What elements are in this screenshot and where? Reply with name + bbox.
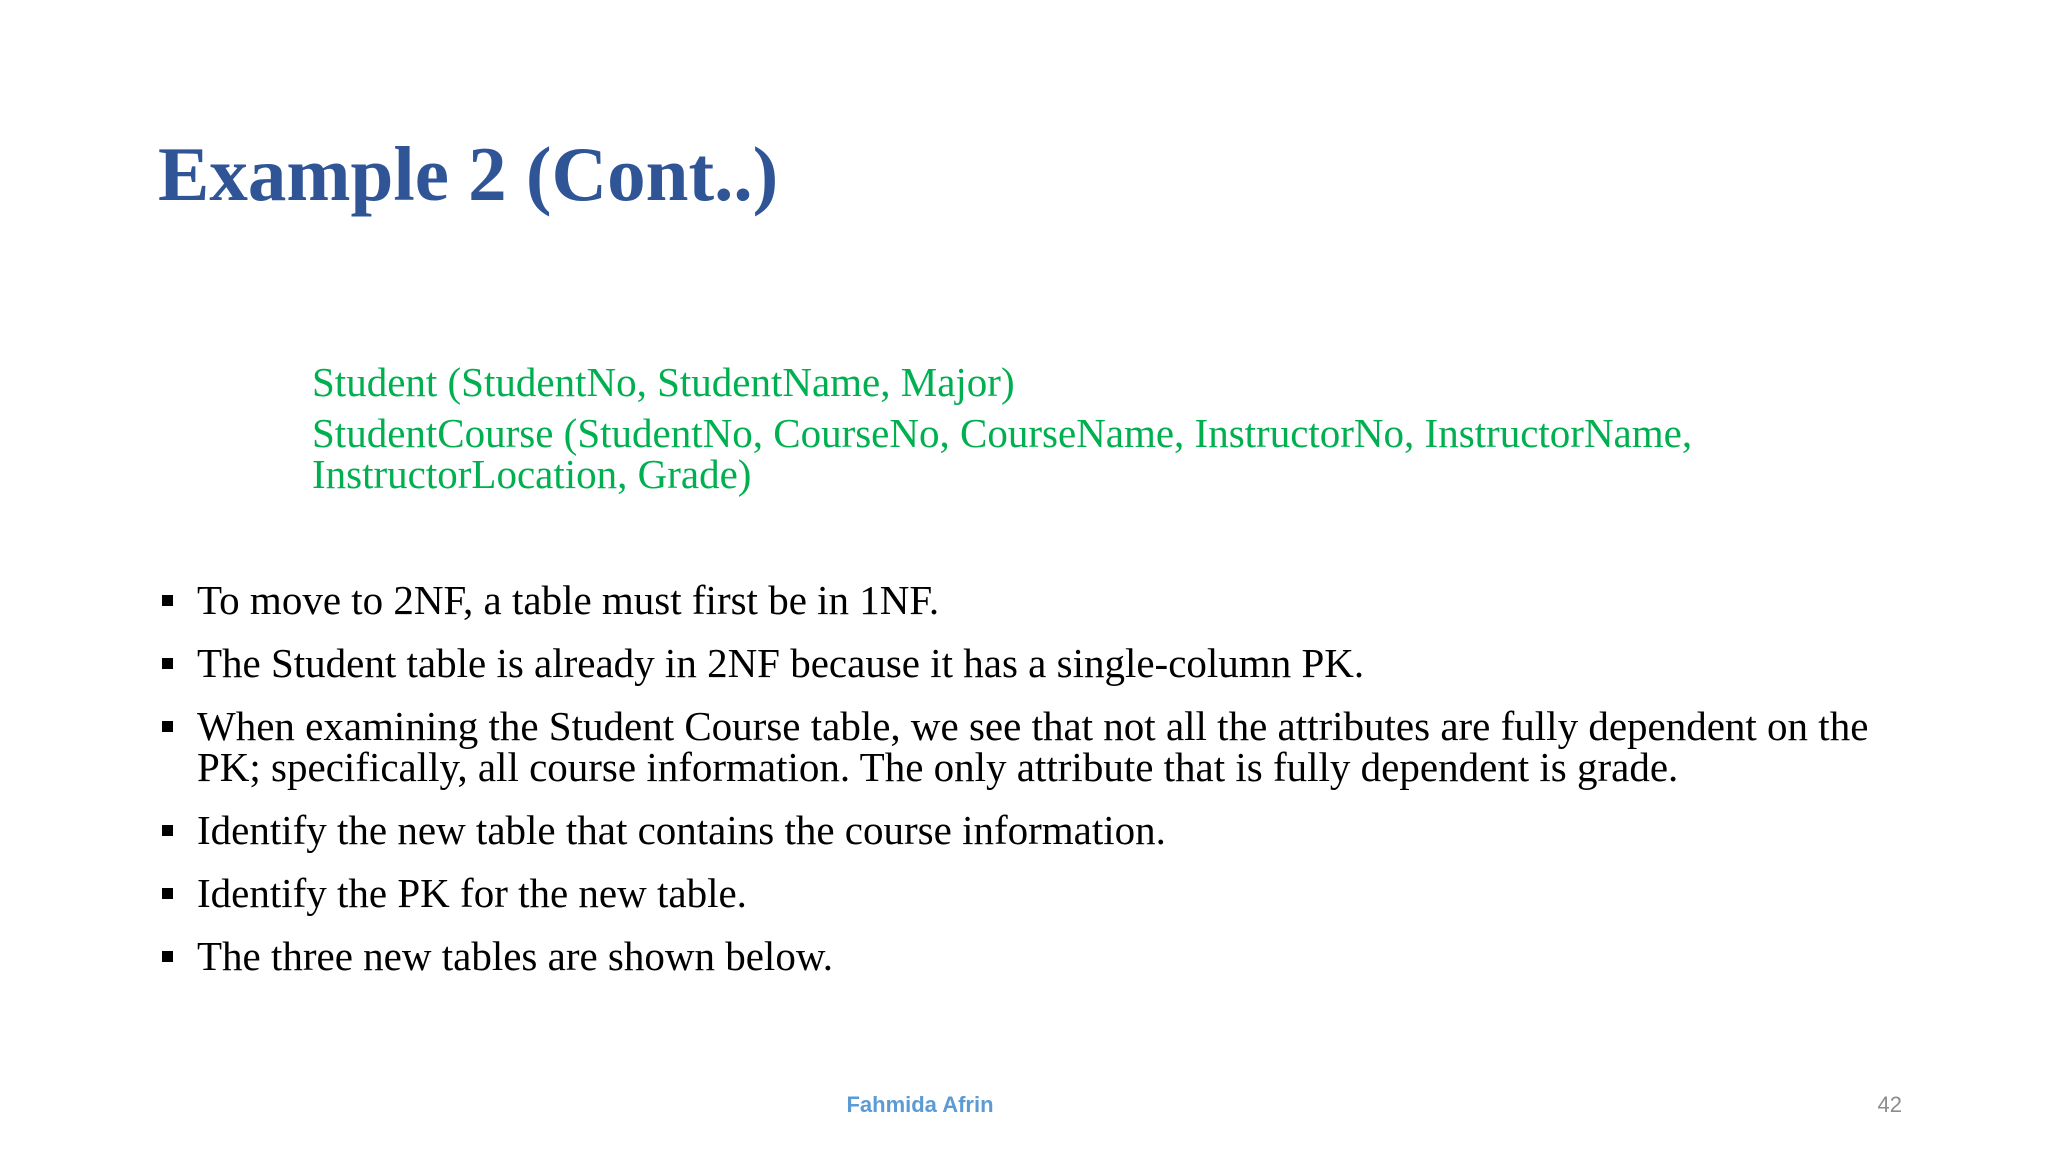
- bullet-text: Identify the PK for the new table.: [197, 870, 747, 916]
- bullet-item: [160, 870, 1920, 916]
- page-number: 42: [1877, 1092, 1902, 1117]
- square-bullet-icon: [162, 951, 173, 962]
- square-bullet-icon: [162, 595, 173, 606]
- schema-definitions: [312, 359, 1872, 505]
- bullet-text: To move to 2NF, a table must first be in 1NF.: [197, 577, 940, 623]
- bullet-item: [160, 703, 1920, 790]
- bullet-text: The three new tables are shown below.: [197, 933, 834, 979]
- square-bullet-icon: [162, 721, 173, 732]
- square-bullet-icon: [162, 888, 173, 899]
- bullet-item: [160, 933, 1920, 979]
- bullet-text: When examining the Student Course table, we see that not all the attributes are fully dependent on the PK; specifically, all course information. The only attribute that is fully dependent is grade.: [197, 703, 1869, 790]
- square-bullet-icon: [162, 825, 173, 836]
- square-bullet-icon: [162, 658, 173, 669]
- bullet-text: The Student table is already in 2NF because it has a single-column PK.: [197, 640, 1365, 686]
- schema-line-studentcourse: StudentCourse (StudentNo, CourseNo, CourseName, InstructorNo, InstructorName, InstructorLocation, Grade): [312, 410, 1693, 497]
- bullet-item: [160, 577, 1920, 623]
- schema-line-student: Student (StudentNo, StudentName, Major): [312, 359, 1015, 405]
- bullet-item: [160, 640, 1920, 686]
- bullet-list: [160, 577, 1920, 999]
- bullet-text: Identify the new table that contains the course information.: [197, 807, 1166, 853]
- bullet-item: [160, 807, 1920, 853]
- slide-title: Example 2 (Cont..): [158, 131, 779, 217]
- footer-author: Fahmida Afrin: [846, 1092, 994, 1117]
